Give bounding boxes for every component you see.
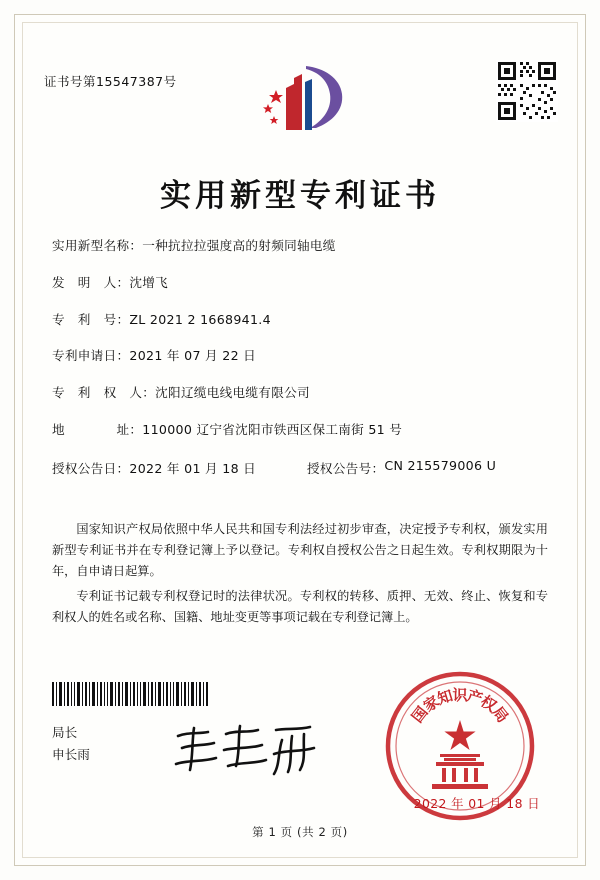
field-value: 一种抗拉拉强度高的射频同轴电缆 <box>142 238 336 253</box>
paragraph-1: 国家知识产权局依照中华人民共和国专利法经过初步审查，决定授予专利权，颁发实用新型专利证书并在专利登记簿上予以登记。专利权自授权公告之日起生效。专利权期限为十年，自申请日起算。 <box>52 522 548 578</box>
svg-text:产: 产 <box>465 686 485 709</box>
field-address <box>52 421 548 439</box>
field-patentee <box>52 384 548 402</box>
seal-date: 2022 年 01 月 18 日 <box>413 796 540 811</box>
field-value: 2022 年 01 月 18 日 <box>129 460 257 476</box>
field-grant-row <box>52 458 548 477</box>
page-footer: 第 1 页 (共 2 页) <box>252 825 348 839</box>
field-label: 授权公告号： <box>307 460 385 476</box>
signature-role: 局长 <box>52 725 78 740</box>
field-label: 专利申请日： <box>52 348 130 364</box>
barcode-icon <box>52 682 208 706</box>
field-value: 2021 年 07 月 22 日 <box>129 348 257 364</box>
field-label: 专 利 号： <box>52 311 130 327</box>
field-list <box>52 237 548 495</box>
certificate-number: 证书号第15547387号 <box>44 74 177 89</box>
field-value: 110000 辽宁省沈阳市铁西区保工南街 51 号 <box>142 421 403 437</box>
field-inventor <box>52 274 548 292</box>
field-patent-number <box>52 311 548 329</box>
legal-paragraphs <box>52 519 548 632</box>
field-application-date <box>52 347 548 365</box>
field-label: 发 明 人： <box>52 274 130 290</box>
qr-code-icon <box>496 60 558 122</box>
svg-text:国: 国 <box>408 703 432 727</box>
svg-text:识: 识 <box>452 686 468 704</box>
field-label: 实用新型名称： <box>52 238 143 253</box>
field-value: CN 215579006 U <box>384 457 497 473</box>
field-value: 沈增飞 <box>129 274 169 290</box>
field-value: 沈阳辽缆电线电缆有限公司 <box>155 385 310 400</box>
svg-text:局: 局 <box>488 703 512 727</box>
signature-name: 申长雨 <box>52 747 90 763</box>
cnipa-logo-icon <box>250 60 350 140</box>
field-value: ZL 2021 2 1668941.4 <box>129 311 271 327</box>
svg-text:知: 知 <box>435 686 455 709</box>
page-title: 实用新型专利证书 <box>160 178 440 214</box>
field-label: 专 利 权 人： <box>52 385 156 400</box>
field-grant-number <box>307 458 548 477</box>
handwritten-signature-icon <box>170 720 330 780</box>
field-utility-model-name <box>52 237 548 255</box>
paragraph-2: 专利证书记载专利权登记时的法律状况。专利权的转移、质押、无效、终止、恢复和专利权人的姓名或名称、国籍、地址变更等事项记载在专利登记簿上。 <box>52 588 548 624</box>
svg-text:家: 家 <box>420 692 443 716</box>
signature-block <box>52 722 90 766</box>
field-grant-date <box>52 458 307 477</box>
field-label: 地 址： <box>52 421 143 437</box>
certificate-content <box>22 22 578 858</box>
field-label: 授权公告日： <box>52 460 130 476</box>
svg-text:权: 权 <box>477 692 500 716</box>
